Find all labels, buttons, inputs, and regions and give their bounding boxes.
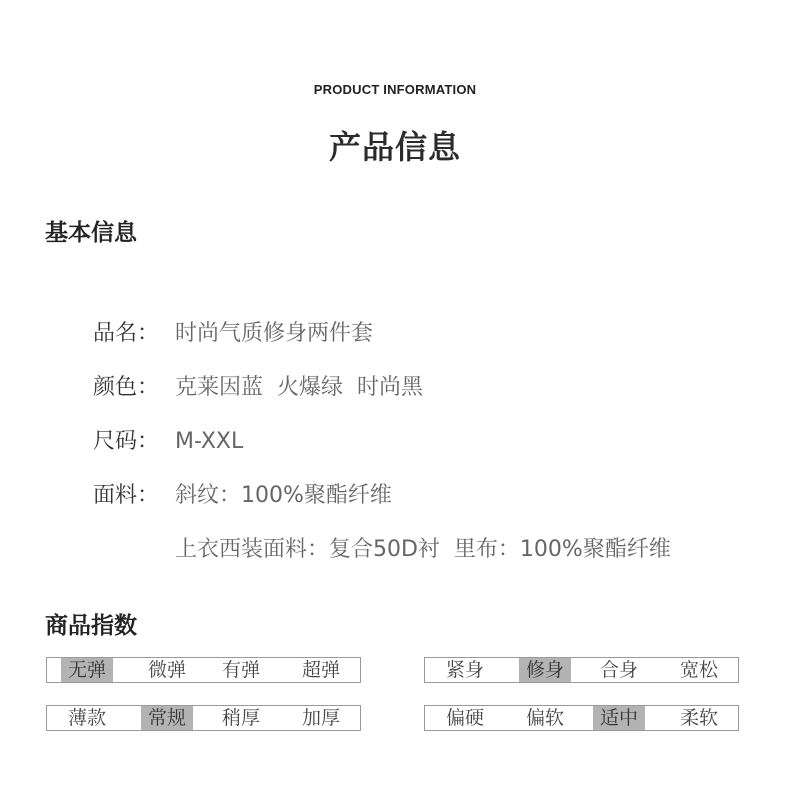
info-fabric-detail: 上衣西装面料：复合50D衬 里布：100%聚酯纤维	[175, 537, 671, 562]
info-row-fabric	[93, 478, 392, 509]
scale-option-elasticity-1: 微弹	[147, 659, 186, 681]
info-row-name	[93, 316, 373, 347]
scale-option-elasticity-0: 无弹	[61, 658, 113, 682]
product-index-heading: 商品指数	[45, 613, 137, 639]
basic-info-heading: 基本信息	[45, 220, 137, 246]
thickness-scale	[46, 705, 361, 731]
info-value: M-XXL	[175, 429, 244, 454]
info-label: 颜色：	[93, 375, 160, 400]
info-label: 品名：	[93, 321, 160, 346]
scale-option-thickness-3: 加厚	[301, 707, 340, 729]
info-value: 克莱因蓝 火爆绿 时尚黑	[175, 375, 423, 400]
scale-option-thickness-1: 常规	[141, 706, 193, 730]
section-eyebrow: PRODUCT INFORMATION	[313, 82, 477, 97]
info-label: 面料：	[93, 483, 160, 508]
info-value: 时尚气质修身两件套	[175, 321, 374, 346]
scale-option-elasticity-3: 超弹	[301, 659, 340, 681]
scale-option-fit-0: 紧身	[445, 659, 484, 681]
info-label: 尺码：	[93, 429, 160, 454]
scale-option-fit-1: 修身	[519, 658, 571, 682]
scale-option-softness-3: 柔软	[679, 707, 718, 729]
page-title: 产品信息	[328, 128, 461, 166]
scale-option-thickness-0: 薄款	[67, 707, 106, 729]
elasticity-scale	[46, 657, 361, 683]
info-value: 斜纹：100%聚酯纤维	[175, 483, 392, 508]
scale-option-thickness-2: 稍厚	[221, 707, 260, 729]
scale-option-fit-3: 宽松	[679, 659, 718, 681]
fit-scale	[424, 657, 739, 683]
info-row-color	[93, 370, 423, 401]
scale-option-fit-2: 合身	[599, 659, 638, 681]
scale-option-softness-0: 偏硬	[445, 707, 484, 729]
scale-option-elasticity-2: 有弹	[221, 659, 260, 681]
scale-option-softness-1: 偏软	[525, 707, 564, 729]
scale-option-softness-2: 适中	[593, 706, 645, 730]
softness-scale	[424, 705, 739, 731]
info-row-size	[93, 424, 243, 455]
